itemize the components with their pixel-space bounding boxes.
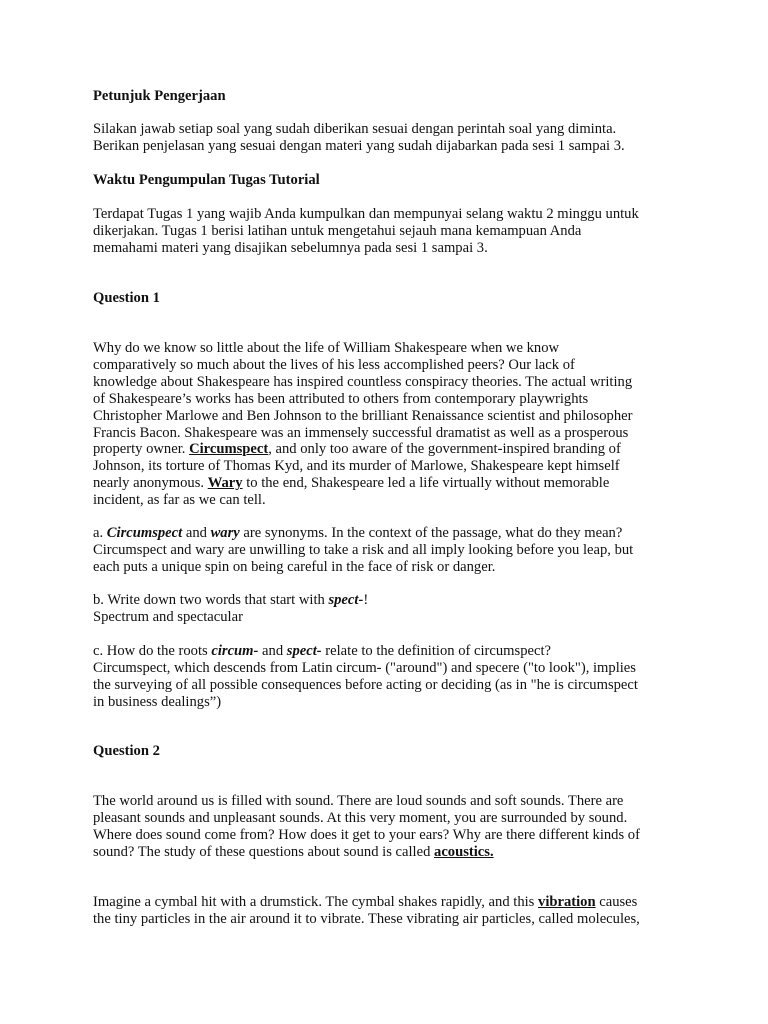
question-1b-prompt [93,592,693,609]
question-1-passage [93,340,693,509]
answer-line: each puts a unique spin on being careful in the face of risk or danger. [93,558,496,575]
passage-text: Imagine a cymbal hit with a drumstick. The cymbal shakes rapidly, and this [93,894,539,910]
answer-line: Circumspect and wary are unwilling to take a risk and all imply looking before you leap, but [93,541,634,558]
passage-text: property owner. [93,441,190,458]
question-1c [93,643,693,711]
term-spect: spect- [328,592,364,608]
passage-line: the tiny particles in the air around it to vibrate. These vibrating air particles, called molecules, [93,910,640,927]
question-2-paragraph-1 [93,793,693,861]
prompt-text: and [182,525,211,541]
prompt-text: b. Write down two words that start with [93,592,329,608]
deadline-line: Terdapat Tugas 1 yang wajib Anda kumpulkan dan mempunyai selang waktu 2 minggu untuk [93,206,639,222]
passage-text: to the end, Shakespeare led a life virtually without memorable [242,475,610,492]
keyword-wary: Wary [207,475,243,492]
instructions-text [93,121,693,155]
answer-line: the surveying of all possible consequences before acting or deciding (as in "he is circumspect [93,676,638,693]
term-wary: wary [210,525,240,541]
passage-line [93,844,693,861]
passage-text: , and only too aware of the government-inspired branding of [268,441,621,458]
question-2-paragraph-2 [93,894,693,928]
passage-line: Why do we know so little about the life of William Shakespeare when we know [93,340,560,356]
passage-line: Christopher Marlowe and Ben Johnson to the brilliant Renaissance scientist and philosopher [93,407,633,424]
passage-line: The world around us is filled with sound. There are loud sounds and soft sounds. There are [93,793,624,809]
question-1a [93,525,693,576]
prompt-text: relate to the definition of circumspect? [321,643,551,659]
passage-line [93,894,693,911]
keyword-vibration: vibration [538,894,596,910]
passage-line: pleasant sounds and unpleasant sounds. At this very moment, you are surrounded by sound. [93,809,628,826]
deadline-heading [93,172,693,189]
passage-line: comparatively so much about the lives of his less accomplished peers? Our lack of [93,356,575,373]
question-2-title: Question 2 [93,743,160,759]
passage-text: sound? The study of these questions about sound is called [93,843,435,860]
question-2-heading [93,743,693,760]
passage-line [93,441,693,458]
passage-line: Johnson, its torture of Thomas Kyd, and its murder of Marlowe, Shakespeare kept himself [93,458,620,475]
passage-line: Francis Bacon. Shakespeare was an immensely successful dramatist as well as a prosperous [93,424,629,441]
prompt-text: are synonyms. In the context of the passage, what do they mean? [239,525,623,541]
question-1c-prompt [93,643,693,660]
question-1b [93,592,693,626]
instructions-line: Berikan penjelasan yang sesuai dengan materi yang sudah dijabarkan pada sesi 1 sampai 3. [93,137,625,154]
passage-line: Where does sound come from? How does it get to your ears? Why are there different kinds of [93,826,640,843]
passage-text: causes [595,894,638,910]
instructions-title: Petunjuk Pengerjaan [93,88,226,104]
prompt-text: ! [363,592,369,608]
prompt-text: c. How do the roots [93,643,212,659]
passage-text: nearly anonymous. [93,475,208,492]
passage-line [93,475,693,492]
term-spect: spect- [286,643,322,659]
deadline-title: Waktu Pengumpulan Tugas Tutorial [93,172,320,188]
passage-line: incident, as far as we can tell. [93,492,266,509]
deadline-line: memahami materi yang disajikan sebelumnya pada sesi 1 sampai 3. [93,239,488,256]
instructions-heading [93,88,693,105]
term-circum: circum- [211,643,259,659]
answer-line: in business dealings”) [93,693,222,710]
keyword-circumspect: Circumspect [189,441,269,458]
deadline-line: dikerjakan. Tugas 1 berisi latihan untuk mengetahui sejauh mana kemampuan Anda [93,222,582,239]
passage-line: knowledge about Shakespeare has inspired countless conspiracy theories. The actual writing [93,373,633,390]
question-1a-prompt [93,525,693,542]
keyword-acoustics: acoustics. [434,843,494,860]
question-1-title: Question 1 [93,290,160,306]
answer-line: Circumspect, which descends from Latin circum- ("around") and specere ("to look"), implies [93,659,636,676]
prompt-text: and [258,643,287,659]
prompt-text: a. [93,525,107,541]
question-1-heading [93,290,693,307]
term-circumspect: Circumspect [106,525,183,541]
answer-line: Spectrum and spectacular [93,608,243,625]
instructions-line: Silakan jawab setiap soal yang sudah diberikan sesuai dengan perintah soal yang diminta. [93,121,617,137]
passage-line: of Shakespeare’s works has been attributed to others from contemporary playwrights [93,390,589,407]
deadline-text [93,206,693,257]
